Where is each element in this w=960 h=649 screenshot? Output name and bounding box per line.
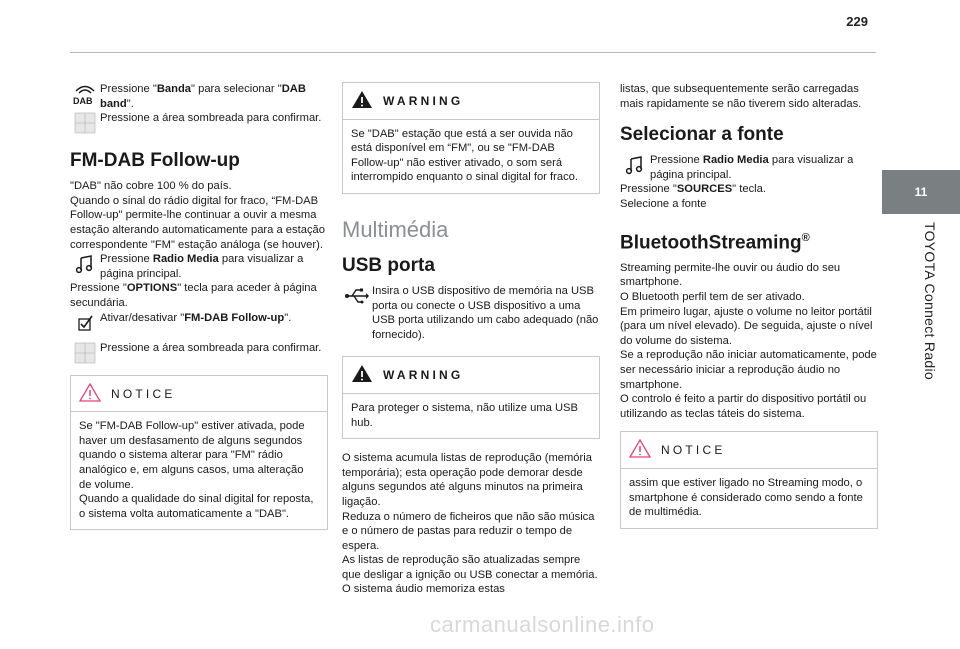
- toggle-step: [70, 311, 328, 335]
- usb-p1: O sistema acumula listas de reprodução (memória temporária); esta operação pode demorar desde alguns segundos até alguns minutos na primeira ligação.: [342, 452, 592, 508]
- shade-step-2-text: Pressione a área sombreada para confirmar.: [100, 341, 322, 354]
- warning-title: WARNING: [383, 94, 464, 108]
- notice-triangle-icon: [79, 383, 101, 406]
- shade-step-1: [70, 111, 328, 135]
- checkbox-icon: [70, 311, 100, 335]
- music-note-icon: [70, 252, 100, 276]
- usb-step: [342, 284, 600, 342]
- warning-header: [343, 357, 599, 393]
- warning-triangle-icon: [351, 90, 373, 113]
- source-media-step: [620, 153, 878, 182]
- shade-step-2: [70, 341, 328, 365]
- notice-box-2: [620, 431, 878, 528]
- column-2: [342, 82, 600, 597]
- warning-box-2: [342, 356, 600, 439]
- notice-p1: Se "FM-DAB Follow-up" estiver ativada, pode haver um desfasamento de alguns segundos quando o sistema alterar para "FM" rádio analógico e, em alguns casos, uma alteração de volume.: [79, 420, 305, 491]
- media-step-text: Pressione Radio Media para visualizar a página principal.: [100, 253, 304, 280]
- warning-triangle-icon: [351, 364, 373, 387]
- notice-body: assim que estiver ligado no Streaming modo, o smartphone é considerado como sendo a fonte de multimédia.: [621, 468, 877, 528]
- notice-title: NOTICE: [661, 443, 726, 458]
- dab-step-text: Pressione "Banda" para selecionar "DAB band".: [100, 83, 306, 110]
- warning-header: [343, 83, 599, 119]
- watermark: carmanualsonline.info: [430, 612, 655, 637]
- options-step: Pressione "OPTIONS" tecla para aceder à página secundária.: [70, 282, 317, 309]
- usb-p3: As listas de reprodução são atualizadas sempre que desligar a ignição ou USB conectar a memória. O sistema áudio memoriza estas: [342, 554, 598, 596]
- heading-source: Selecionar a fonte: [620, 124, 784, 146]
- bt-p3: Em primeiro lugar, ajuste o volume no leitor portátil (para um nível elevado). De seguida, ajuste o nível do volume do sistema.: [620, 305, 873, 347]
- warning-title: WARNING: [383, 368, 464, 383]
- heading-bluetooth: BluetoothStreaming®: [620, 231, 810, 253]
- select-source: Selecione a fonte: [620, 197, 707, 210]
- column-1: [70, 82, 328, 530]
- usb-p2: Reduza o número de ficheiros que não são música e o número de pastas para reduzir o tempo de espera.: [342, 510, 595, 552]
- notice-triangle-icon: [629, 439, 651, 462]
- source-media-text: Pressione Radio Media para visualizar a página principal.: [650, 154, 854, 181]
- warning-body: Para proteger o sistema, não utilize uma USB hub.: [343, 393, 599, 438]
- dab-radio-icon: [70, 82, 100, 106]
- usb-p4: listas, que subsequentemente serão carregadas mais rapidamente se não tiverem sido alteradas.: [620, 83, 862, 110]
- chapter-label: TOYOTA Connect Radio: [922, 222, 938, 380]
- shaded-area-icon: [70, 111, 100, 135]
- warning-body: Se "DAB" estação que está a ser ouvida não está disponível em “FM", ou se "FM-DAB Follow-up" não estiver ativado, o som será interrompido enquanto o sinal digital for fraco.: [343, 119, 599, 193]
- bt-p4: Se a reprodução não iniciar automaticamente, pode ser necessário iniciar a reprodução áudio no smartphone.: [620, 349, 877, 391]
- shaded-area-icon: [70, 341, 100, 365]
- bt-p1: Streaming permite-lhe ouvir ou áudio do seu smartphone.: [620, 261, 841, 289]
- sources-step: Pressione "SOURCES" tecla.: [620, 183, 766, 196]
- fm-dab-p1: "DAB" não cobre 100 % do país.: [70, 180, 232, 193]
- toggle-step-text: Ativar/desativar "FM-DAB Follow-up".: [100, 311, 292, 324]
- shade-step-1-text: Pressione a área sombreada para confirmar.: [100, 112, 322, 125]
- warning-box-1: [342, 82, 600, 194]
- bt-p5: O controlo é feito a partir do dispositivo portátil ou utilizando as teclas táteis do sistema.: [620, 393, 867, 420]
- notice-body: [71, 411, 327, 529]
- usb-icon: [342, 284, 372, 308]
- page-number: 229: [846, 14, 868, 29]
- top-divider: [70, 52, 876, 53]
- media-step: [70, 252, 328, 281]
- music-note-icon: [620, 153, 650, 177]
- heading-usb: USB porta: [342, 254, 435, 276]
- bt-p2: O Bluetooth perfil tem de ser ativado.: [620, 291, 805, 304]
- notice-p2: Quando a qualidade do sinal digital for reposta, o sistema volta automaticamente a "DAB".: [79, 493, 314, 520]
- dab-step: [70, 82, 328, 111]
- usb-step-text: Insira o USB dispositivo de memória na USB porta ou conecte o USB dispositivo a uma USB porta utilizando um cabo adequado (não fornecido).: [372, 284, 599, 341]
- column-3: [620, 82, 878, 529]
- svg-text:DAB: DAB: [73, 96, 93, 105]
- fm-dab-p2: Quando o sinal do rádio digital for fraco, “FM-DAB Follow-up" permite-lhe continuar a ouvir a mesma estação alterando automaticamente para a estação correspondente "FM" estação análoga (se houver).: [70, 194, 325, 251]
- notice-header: [621, 432, 877, 468]
- section-multimedia: Multimédia: [342, 216, 449, 242]
- notice-title: NOTICE: [111, 386, 176, 401]
- chapter-tab[interactable]: 11: [882, 170, 960, 214]
- notice-header: [71, 376, 327, 412]
- notice-box-1: [70, 375, 328, 531]
- heading-fm-dab: FM-DAB Follow-up: [70, 150, 240, 172]
